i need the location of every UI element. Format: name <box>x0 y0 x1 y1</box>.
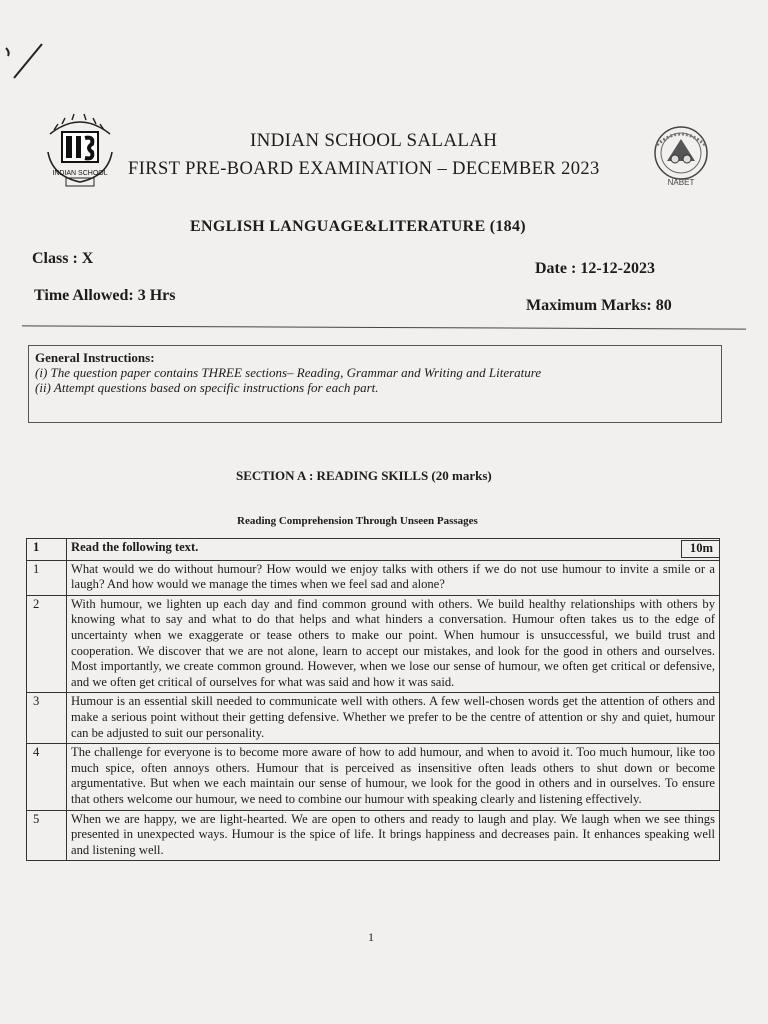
class-label: Class : X <box>32 250 94 267</box>
section-title: SECTION A : READING SKILLS (20 marks) <box>236 468 492 483</box>
school-name: INDIAN SCHOOL SALALAH <box>250 130 498 151</box>
logo-right-text: NABET <box>667 178 695 187</box>
paragraph-number: 2 <box>27 595 67 693</box>
passage-table <box>26 538 720 861</box>
page-number: 1 <box>368 930 374 944</box>
table-row <box>27 595 720 693</box>
table-row <box>27 744 720 810</box>
pen-mark-icon <box>4 38 44 82</box>
question-instruction-cell <box>67 539 720 561</box>
section-subtitle: Reading Comprehension Through Unseen Passages <box>237 515 478 527</box>
instruction-line: (i) The question paper contains THREE sections– Reading, Grammar and Writing and Literature <box>35 365 542 380</box>
paragraph-text: The challenge for everyone is to become more aware of how to add humour, and when to avoid it. Too much humour, like too much spice, often annoys others. Humour that is perceived as insensitive often leads others to shut down or become argumentative. But when we each maintain our sense of humour, we look for the good in others and in ourselves. To ensure that others welcome our humour, we need to combine our humour with speaking clearly and listening effectively. <box>67 744 720 810</box>
maximum-marks-label: Maximum Marks: 80 <box>526 297 672 314</box>
paragraph-number: 1 <box>27 560 67 595</box>
question-number: 1 <box>27 539 67 561</box>
table-row <box>27 560 720 595</box>
header-divider <box>22 325 746 329</box>
table-row <box>27 810 720 861</box>
date-label: Date : 12-12-2023 <box>535 260 655 277</box>
school-logo-icon <box>40 112 120 192</box>
subject-title: ENGLISH LANGUAGE&LITERATURE (184) <box>190 218 526 235</box>
general-instructions-box <box>28 345 722 423</box>
paragraph-text: With humour, we lighten up each day and find common ground with others. We build healthy relationships with others by knowing what to say and what to do that helps and what hinders a conversation. Humour often takes us to the edge of uncertainty when we exaggerate or tease others to make our point. When humour is unsuccessful, we build trust and cooperation. We discover that we are not alone, learn to accept our mistakes, and look for the good in others and ourselves. Most importantly, we create common ground. However, when we lose our sense of humour, we often get critical or defensive, and we often get critical of ourselves for what was said and how it was said. <box>67 595 720 693</box>
exam-title: FIRST PRE-BOARD EXAMINATION – DECEMBER 2023 <box>128 159 600 179</box>
paragraph-text: Humour is an essential skill needed to communicate well with others. A few well-chosen words get the attention of others and make a serious point without their getting defensive. Whether we prefer to be the centre of attention or shy and quiet, humour can be adjusted to suit our personality. <box>67 693 720 744</box>
instruction-line: (ii) Attempt questions based on specific instructions for each part. <box>35 380 379 395</box>
nabet-seal-icon <box>645 125 717 187</box>
table-row <box>27 693 720 744</box>
instructions-heading: General Instructions: <box>35 350 155 365</box>
paragraph-number: 4 <box>27 744 67 810</box>
paragraph-number: 5 <box>27 810 67 861</box>
paragraph-number: 3 <box>27 693 67 744</box>
time-allowed-label: Time Allowed: 3 Hrs <box>34 287 176 304</box>
question-header-row <box>27 539 720 561</box>
paragraph-text: What would we do without humour? How would we enjoy talks with others if we do not use humour to invite a smile or a laugh? And how would we manage the times when we feel sad and alone? <box>67 560 720 595</box>
logo-left-text: INDIAN SCHOOL <box>52 170 108 177</box>
question-marks: 10m <box>681 540 719 558</box>
paragraph-text: When we are happy, we are light-hearted. We are open to others and ready to laugh and play. We laugh when we see things presented in unexpected ways. Humour is the spice of life. It brings happiness and decreases pain. It enhances speaking well and listening well. <box>67 810 720 861</box>
question-instruction: Read the following text. <box>71 540 199 554</box>
